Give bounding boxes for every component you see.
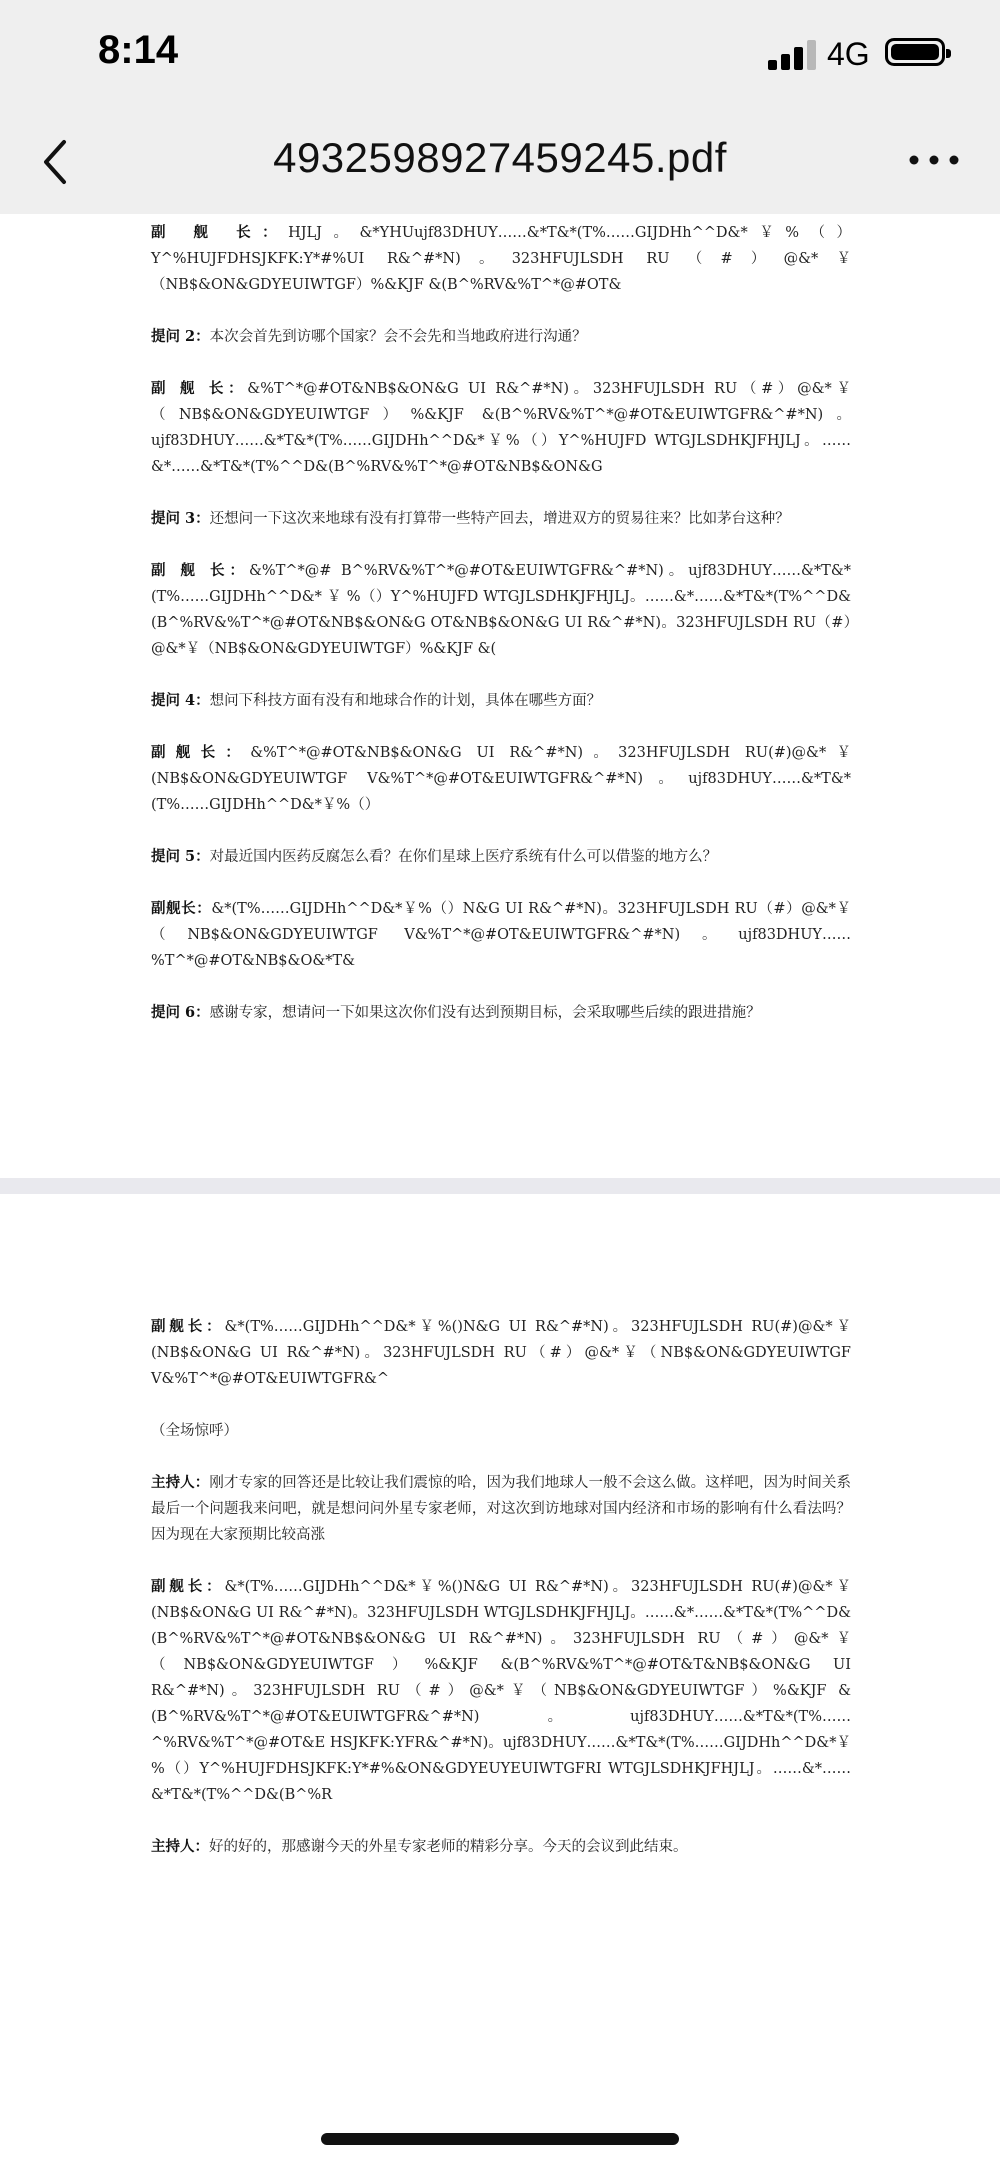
transcript-paragraph [151, 896, 851, 974]
transcript-paragraph [151, 1574, 851, 1808]
transcript-paragraph [151, 1470, 851, 1548]
speaker-label: 提问 5： [151, 848, 210, 865]
speaker-label: 副 舰 长： [151, 224, 289, 241]
page-1-content [151, 220, 851, 1052]
paragraph-text: 好的好的，那感谢今天的外星专家老师的精彩分享。今天的会议到此结束。 [209, 1839, 688, 1855]
transcript-paragraph [151, 376, 851, 480]
status-bar [0, 0, 1000, 110]
transcript-paragraph [151, 844, 851, 870]
page-2-content [151, 1314, 851, 1886]
paragraph-text: &%T^*@#OT&NB$&ON&G UI R&^#*N)。323HFUJLSDH RU（#）@&*￥（NB$&ON&GDYEUIWTGF）%&KJF &(B^%RV&%T^*@#OT&EUIWTGFR&^#*N)。ujf83DHUY……&*T&*(T%……GIJDHh^^D&*￥%（）Y^%HUJFD WTGJLSDHKJFHJLJ。……&*……&*T&*(T%^^D&(B^%RV&%T^*@#OT&NB$&ON&G [151, 381, 851, 475]
transcript-paragraph [151, 688, 851, 714]
transcript-paragraph [151, 1834, 851, 1860]
paragraph-text: 刚才专家的回答还是比较让我们震惊的哈，因为我们地球人一般不会这么做。这样吧，因为时间关系最后一个问题我来问吧，就是想问问外星专家老师，对这次到访地球对国内经济和市场的影响有什么看法吗？因为现在大家预期比较高涨 [151, 1475, 851, 1543]
network-type: 4G [827, 36, 870, 72]
more-button[interactable] [904, 130, 964, 190]
transcript-paragraph [151, 220, 851, 298]
paragraph-text: （全场惊呼） [151, 1423, 238, 1439]
speaker-label: 提问 3： [151, 510, 210, 527]
paragraph-text: &*(T%……GIJDHh^^D&*￥%()N&G UI R&^#*N)。323HFUJLSDH RU(#)@&*￥(NB$&ON&G UI R&^#*N)。323HFUJLSDH WTGJLSDHKJFHJLJ。……&*……&*T&*(T%^^D&(B^%RV&%T^*@#OT&NB$&ON&G UI R&^#*N)。323HFUJLSDH RU（#）@&*￥（NB$&ON&GDYEUIWTGF）%&KJF &(B^%RV&%T^*@#OT&T&NB$&ON&G UI R&^#*N)。323HFUJLSDH RU（#）@&*￥（NB$&ON&GDYEUIWTGF）%&KJF &(B^%RV&%T^*@#OT&EUIWTGFR&^#*N)。ujf83DHUY……&*T&*(T%……^%RV&%T^*@#OT&E HSJKFK:YFR&^#*N)。ujf83DHUY……&*T&*(T%……GIJDHh^^D&*￥%（）Y^%HUJFDHSJKFK:Y*#%&ON&GDYEUYEUIWTGFRI WTGJLSDHKJFHJLJ。……&*……&*T&*(T%^^D&(B^%R [151, 1579, 851, 1803]
paragraph-text: 还想问一下这次来地球有没有打算带一些特产回去，增进双方的贸易往来？比如茅台这种？ [209, 511, 790, 527]
speaker-label: 副舰长： [151, 1578, 225, 1595]
transcript-paragraph [151, 1418, 851, 1444]
more-horizontal-icon [904, 130, 964, 190]
speaker-label: 副舰长： [151, 1318, 225, 1335]
speaker-label: 提问 2： [151, 328, 210, 345]
speaker-label: 主持人： [151, 1474, 210, 1491]
transcript-paragraph [151, 1314, 851, 1392]
speaker-label: 副舰长： [151, 744, 251, 761]
speaker-label: 副舰长： [151, 900, 212, 917]
battery-icon [885, 38, 945, 66]
document-title: 4932598927459245.pdf [273, 134, 727, 181]
paragraph-text: &*(T%……GIJDHh^^D&*￥%（）N&G UI R&^#*N)。323HFUJLSDH RU（#）@&*￥（NB$&ON&GDYEUIWTGF V&%T^*@#OT&EUIWTGFR&^#*N)。ujf83DHUY……%T^*@#OT&NB$&O&*T& [151, 901, 852, 969]
status-time: 8:14 [98, 28, 179, 72]
paragraph-text: &%T^*@# B^%RV&%T^*@#OT&EUIWTGFR&^#*N)。ujf83DHUY……&*T&*(T%……GIJDHh^^D&* ￥ %（）Y^%HUJFD WTGJLSDHKJFHJLJ。……&*……&*T&*(T%^^D&(B^%RV&%T^*@#OT&NB$&ON&G OT&NB$&ON&G UI R&^#*N)。323HFUJLSDH RU（#）@&*￥（NB$&ON&GDYEUIWTGF）%&KJF &( [151, 563, 851, 657]
speaker-label: 提问 4： [151, 692, 210, 709]
transcript-paragraph [151, 506, 851, 532]
speaker-label: 副 舰 长： [151, 380, 248, 397]
cellular-signal-icon [768, 40, 818, 70]
pdf-page-1[interactable] [0, 214, 1000, 1178]
transcript-paragraph [151, 1000, 851, 1026]
paragraph-text: 感谢专家，想请问一下如果这次你们没有达到预期目标，会采取哪些后续的跟进措施？ [209, 1005, 761, 1021]
speaker-label: 主持人： [151, 1838, 209, 1855]
home-indicator[interactable] [321, 2133, 679, 2145]
paragraph-text: 对最近国内医药反腐怎么看？在你们星球上医疗系统有什么可以借鉴的地方么？ [209, 849, 718, 865]
nav-bar [0, 110, 1000, 215]
paragraph-text: 想问下科技方面有没有和地球合作的计划，具体在哪些方面？ [209, 693, 602, 709]
pdf-page-2[interactable] [0, 1194, 1000, 2164]
paragraph-text: &*(T%……GIJDHh^^D&*￥%()N&G UI R&^#*N)。323HFUJLSDH RU(#)@&*￥(NB$&ON&G UI R&^#*N)。323HFUJLSDH RU（#）@&*￥（NB$&ON&GDYEUIWTGF V&%T^*@#OT&EUIWTGFR&^ [151, 1319, 851, 1387]
speaker-label: 提问 6： [151, 1004, 210, 1021]
paragraph-text: HJLJ。&*YHUujf83DHUY……&*T&*(T%……GIJDHh^^D&*￥%（）Y^%HUJFDHSJKFK:Y*#%UI R&^#*N)。323HFUJLSDH RU（#）@&*￥（NB$&ON&GDYEUIWTGF）%&KJF &(B^%RV&%T^*@#OT& [151, 225, 851, 293]
speaker-label: 副 舰 长： [151, 562, 250, 579]
transcript-paragraph [151, 324, 851, 350]
chevron-left-icon [36, 134, 76, 190]
back-button[interactable] [36, 134, 76, 190]
paragraph-text: 本次会首先到访哪个国家？会不会先和当地政府进行沟通？ [209, 329, 587, 345]
transcript-paragraph [151, 558, 851, 662]
paragraph-text: &%T^*@#OT&NB$&ON&G UI R&^#*N)。323HFUJLSDH RU(#)@&*￥(NB$&ON&GDYEUIWTGF V&%T^*@#OT&EUIWTGFR&^#*N)。ujf83DHUY……&*T&*(T%……GIJDHh^^D&*￥%（） [151, 745, 851, 813]
transcript-paragraph [151, 740, 851, 818]
